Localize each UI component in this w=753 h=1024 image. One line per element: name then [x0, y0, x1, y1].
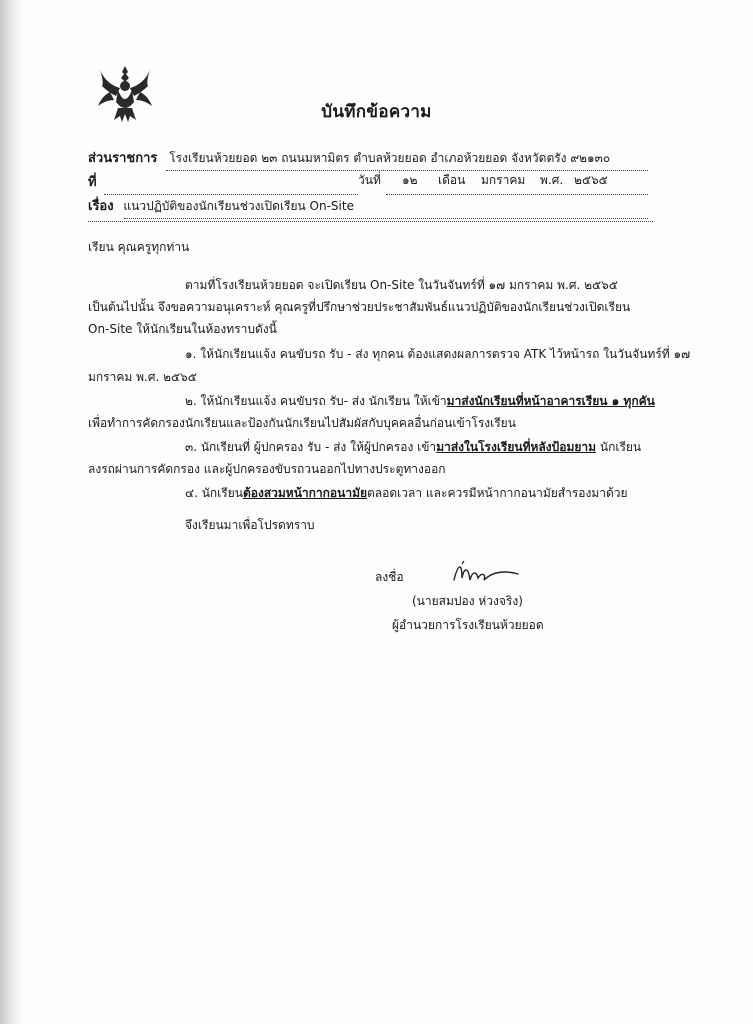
item-3-text: ๓. นักเรียนที่ ผู้ปกครอง รับ - ส่ง ให้ผู้ปกครอง เข้า: [185, 440, 437, 454]
item-2-line-1: [185, 392, 655, 411]
memo-title: บันทึกข้อความ: [321, 102, 432, 122]
signature-label: ลงชื่อ: [375, 570, 404, 584]
item-1-line-1: ๑. ให้นักเรียนแจ้ง คนขับรถ รับ - ส่ง ทุกคน ต้องแสดงผลการตรวจ ATK ไว้หน้ารถ ในวันจันทร์ที่ ๑๗: [185, 347, 691, 361]
header-divider: [88, 221, 653, 222]
item-2-emphasis: มาส่งนักเรียนที่หน้าอาคารเรียน ๑ ทุกคัน: [446, 394, 655, 408]
item-3-line-2: ลงรถผ่านการคัดกรอง และผู้ปกครองขับรถวนออกไปทางประตูทางออก: [88, 462, 446, 476]
intro-line-1: ตามที่โรงเรียนห้วยยอด จะเปิดเรียน On-Site ในวันจันทร์ที่ ๑๗ มกราคม พ.ศ. ๒๕๖๕: [185, 278, 618, 292]
reference-row: [88, 171, 648, 192]
agency-row: [88, 147, 648, 168]
agency-value: โรงเรียนห้วยยอด ๒๓ ถนนมหามิตร ตำบลห้วยยอด อำเภอห้วยยอด จังหวัดตรัง ๙๒๑๓๐: [169, 151, 611, 165]
date-day: ๑๒: [402, 173, 418, 187]
subject-label: เรื่อง: [88, 199, 114, 214]
handwritten-signature-icon: [448, 558, 520, 588]
item-2-line-2: เพื่อทำการคัดกรองนักเรียนและป้องกันนักเรียนไปสัมผัสกับบุคคลอื่นก่อนเข้าโรงเรียน: [88, 416, 516, 430]
year-value: ๒๕๖๕: [574, 173, 608, 187]
date-label: วันที่: [358, 173, 381, 187]
reference-label: ที่: [88, 175, 97, 190]
item-3-line-1: [185, 438, 641, 457]
item-4-emphasis: ต้องสวมหน้ากากอนามัย: [242, 486, 368, 500]
intro-line-3: On-Site ให้นักเรียนในห้องทราบดังนี้: [88, 322, 277, 336]
month-label: เดือน: [438, 173, 466, 187]
item-2-text: ๒. ให้นักเรียนแจ้ง คนขับรถ รับ- ส่ง นักเรียน ให้เข้า: [185, 394, 447, 408]
signer-name: (นายสมปอง ห่วงจริง): [412, 594, 523, 608]
page-shadow: [0, 0, 24, 1024]
year-label: พ.ศ.: [540, 173, 564, 187]
signer-position: ผู้อำนวยการโรงเรียนห้วยยอด: [392, 618, 544, 632]
month-value: มกราคม: [481, 173, 526, 187]
subject-row: [88, 195, 648, 216]
agency-label: ส่วนราชการ: [88, 151, 158, 166]
item-4-line-1: [185, 484, 628, 503]
intro-line-2: เป็นต้นไปนั้น จึงขอความอนุเคราะห์ คุณครูที่ปรึกษาช่วยประชาสัมพันธ์แนวปฏิบัติของนักเรียนช่วงเปิดเรียน: [88, 300, 631, 314]
salutation: เรียน คุณครูทุกท่าน: [88, 240, 190, 254]
item-4-text-end: ตลอดเวลา และควรมีหน้ากากอนามัยสำรองมาด้วย: [367, 486, 628, 500]
item-3-text-end: นักเรียน: [596, 440, 642, 454]
subject-value: แนวปฏิบัติของนักเรียนช่วงเปิดเรียน On-Site: [123, 199, 354, 213]
item-1-line-2: มกราคม พ.ศ. ๒๕๖๕: [88, 370, 197, 384]
item-4-text: ๔. นักเรียน: [185, 486, 243, 500]
closing-line: จึงเรียนมาเพื่อโปรดทราบ: [185, 518, 315, 532]
item-3-emphasis: มาส่งในโรงเรียนที่หลังป้อมยาม: [436, 440, 597, 454]
